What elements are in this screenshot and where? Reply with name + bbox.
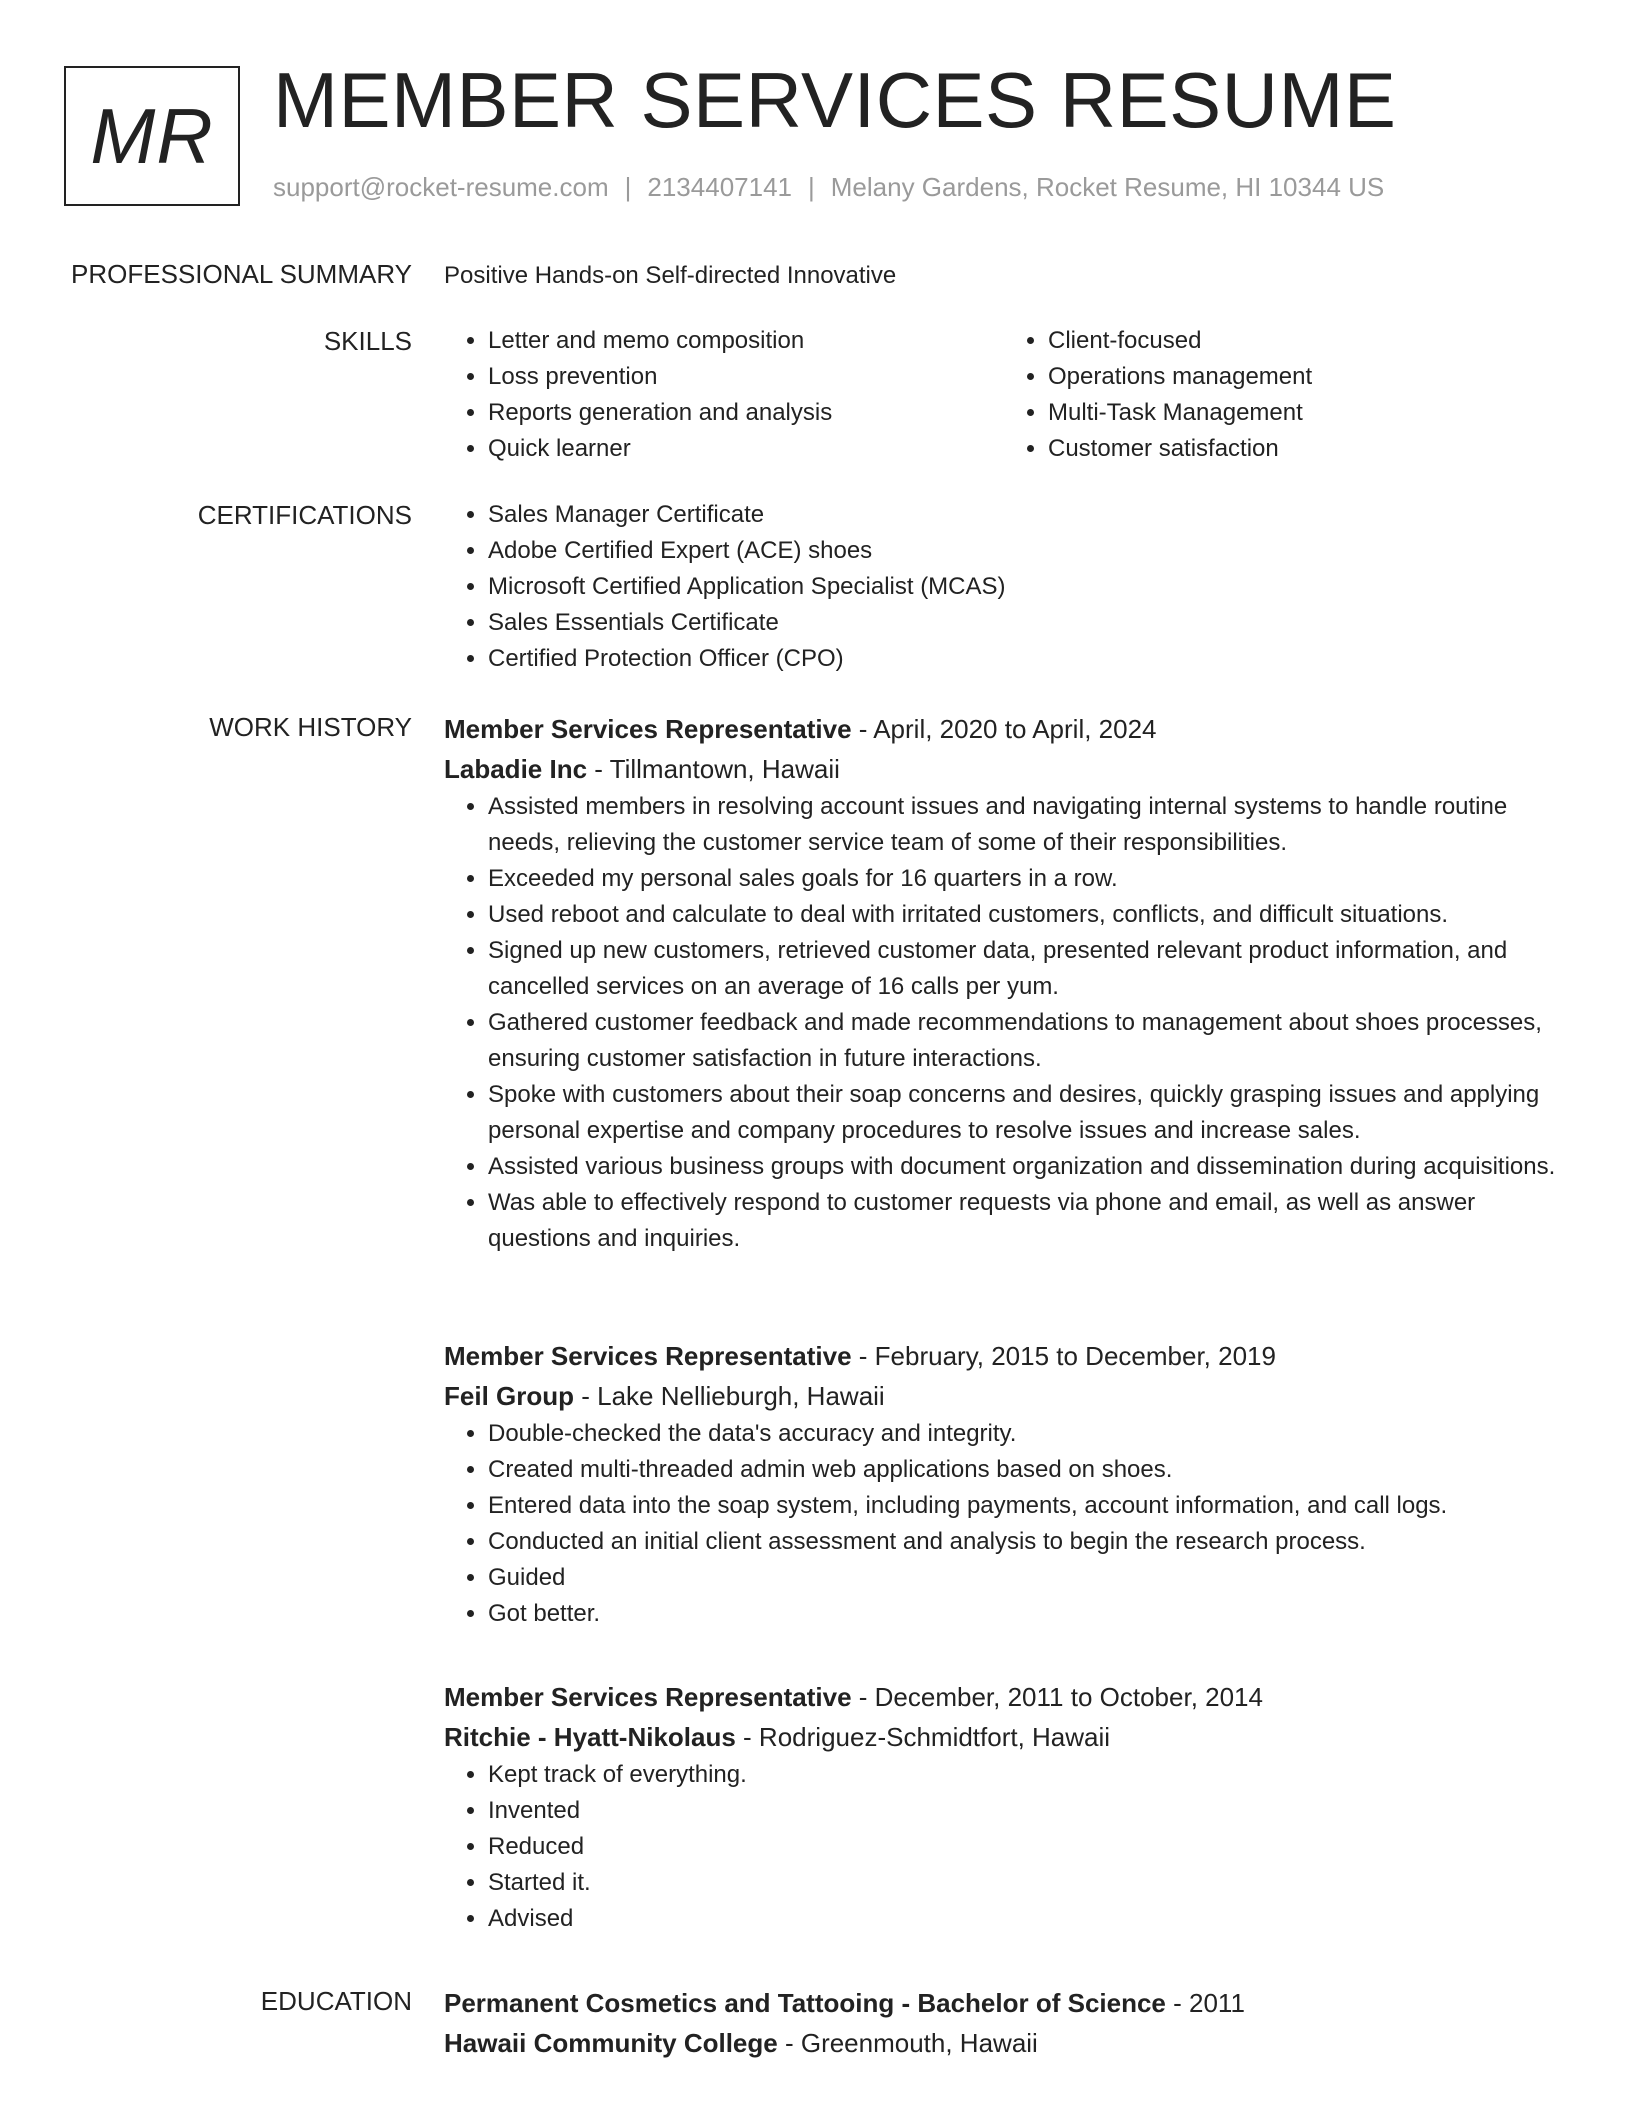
contact-separator: | [624, 172, 632, 202]
job-entry [444, 1336, 1564, 1632]
certifications-list [444, 497, 1564, 677]
job-duty: • Gathered customer feedback and made recommendations to management about shoes processes, ensuring customer satisfaction in future interactions. [488, 1005, 1564, 1077]
skill-item: • Operations management [1048, 359, 1564, 395]
skills-body [444, 323, 1564, 467]
job-title: Member Services Representative [444, 1682, 852, 1712]
job-title-line [444, 1677, 1564, 1717]
job-duty: • Invented [488, 1793, 1564, 1829]
education-label: EDUCATION [260, 1986, 412, 2016]
summary-label: PROFESSIONAL SUMMARY [71, 259, 412, 289]
job-title: Member Services Representative [444, 714, 852, 744]
skills-column-2 [1004, 323, 1564, 467]
certifications-body [444, 497, 1564, 677]
company-name: Feil Group [444, 1381, 574, 1411]
company-line [444, 1717, 1564, 1757]
job-duties-list [444, 789, 1564, 1257]
job-duty: • Kept track of everything. [488, 1757, 1564, 1793]
company-line [444, 1376, 1564, 1416]
certification-item: • Microsoft Certified Application Specialist (MCAS) [488, 569, 1564, 605]
job-title-line [444, 1336, 1564, 1376]
skill-item: • Loss prevention [488, 359, 1004, 395]
skill-item: • Client-focused [1048, 323, 1564, 359]
job-title: Member Services Representative [444, 1341, 852, 1371]
contact-email: support@rocket-resume.com [273, 172, 609, 202]
job-duty: • Entered data into the soap system, including payments, account information, and call logs. [488, 1488, 1564, 1524]
job-duty: • Was able to effectively respond to customer requests via phone and email, as well as answer questions and inquiries. [488, 1185, 1564, 1257]
contact-separator: | [808, 172, 815, 202]
job-dates: - December, 2011 to October, 2014 [851, 1682, 1263, 1712]
summary-text: Positive Hands-on Self-directed Innovative [444, 262, 897, 289]
skills-label: SKILLS [323, 326, 412, 356]
skill-item: • Customer satisfaction [1048, 431, 1564, 467]
job-duty: • Double-checked the data's accuracy and integrity. [488, 1416, 1564, 1452]
school-line [444, 2023, 1564, 2063]
company-location: - Rodriguez-Schmidtfort, Hawaii [735, 1722, 1111, 1752]
degree-year: - 2011 [1165, 1988, 1245, 2018]
job-duty: • Advised [488, 1901, 1564, 1937]
company-location: - Lake Nellieburgh, Hawaii [574, 1381, 885, 1411]
job-duty: • Spoke with customers about their soap concerns and desires, quickly grasping issues and applying personal expertise and company procedures to resolve issues and increase sales. [488, 1077, 1564, 1149]
job-entry [444, 709, 1564, 1257]
job-duty: • Reduced [488, 1829, 1564, 1865]
job-duty: • Used reboot and calculate to deal with irritated customers, conflicts, and difficult situations. [488, 897, 1564, 933]
certification-item: • Sales Manager Certificate [488, 497, 1564, 533]
certification-item: • Sales Essentials Certificate [488, 605, 1564, 641]
job-duty: • Got better. [488, 1596, 1564, 1632]
company-name: Ritchie - Hyatt-Nikolaus [444, 1722, 736, 1752]
company-line [444, 749, 1564, 789]
job-duty: • Guided [488, 1560, 1564, 1596]
job-duty: • Conducted an initial client assessment and analysis to begin the research process. [488, 1524, 1564, 1560]
job-duties-list [444, 1416, 1564, 1632]
certification-item: • Adobe Certified Expert (ACE) shoes [488, 533, 1564, 569]
certifications-label: CERTIFICATIONS [197, 500, 412, 530]
company-name: Labadie Inc [444, 754, 588, 784]
resume-title: MEMBER SERVICES RESUME [273, 56, 1397, 144]
contact-line [273, 172, 1384, 203]
degree-line [444, 1983, 1564, 2023]
job-title-line [444, 709, 1564, 749]
job-duty: • Signed up new customers, retrieved customer data, presented relevant product information, and cancelled services on an average of 16 calls per yum. [488, 933, 1564, 1005]
skills-grid [444, 323, 1564, 467]
job-duty: • Exceeded my personal sales goals for 16 quarters in a row. [488, 861, 1564, 897]
work-history-label: WORK HISTORY [209, 712, 412, 742]
certification-item: • Certified Protection Officer (CPO) [488, 641, 1564, 677]
education-entry [444, 1983, 1564, 2063]
skills-column-1 [444, 323, 1004, 467]
job-duty: • Started it. [488, 1865, 1564, 1901]
skill-item: • Multi-Task Management [1048, 395, 1564, 431]
job-entry [444, 1677, 1564, 1937]
school-name: Hawaii Community College [444, 2028, 778, 2058]
job-duties-list [444, 1757, 1564, 1937]
skill-item: • Reports generation and analysis [488, 395, 1004, 431]
job-dates: - April, 2020 to April, 2024 [851, 714, 1157, 744]
job-duty: • Assisted members in resolving account issues and navigating internal systems to handle routine needs, relieving the customer service team of some of their responsibilities. [488, 789, 1564, 861]
company-location: - Tillmantown, Hawaii [587, 754, 840, 784]
degree-name: Permanent Cosmetics and Tattooing - Bachelor of Science [444, 1988, 1166, 2018]
contact-phone: 2134407141 [647, 172, 792, 202]
skill-item: • Quick learner [488, 431, 1004, 467]
monogram-initials: MR [90, 91, 214, 180]
job-duty: • Created multi-threaded admin web applications based on shoes. [488, 1452, 1564, 1488]
monogram-box [64, 66, 240, 206]
contact-address: Melany Gardens, Rocket Resume, HI 10344 US [830, 172, 1385, 202]
school-location: - Greenmouth, Hawaii [777, 2028, 1038, 2058]
job-dates: - February, 2015 to December, 2019 [851, 1341, 1276, 1371]
job-duty: • Assisted various business groups with document organization and dissemination during acquisitions. [488, 1149, 1564, 1185]
skill-item: • Letter and memo composition [488, 323, 1004, 359]
